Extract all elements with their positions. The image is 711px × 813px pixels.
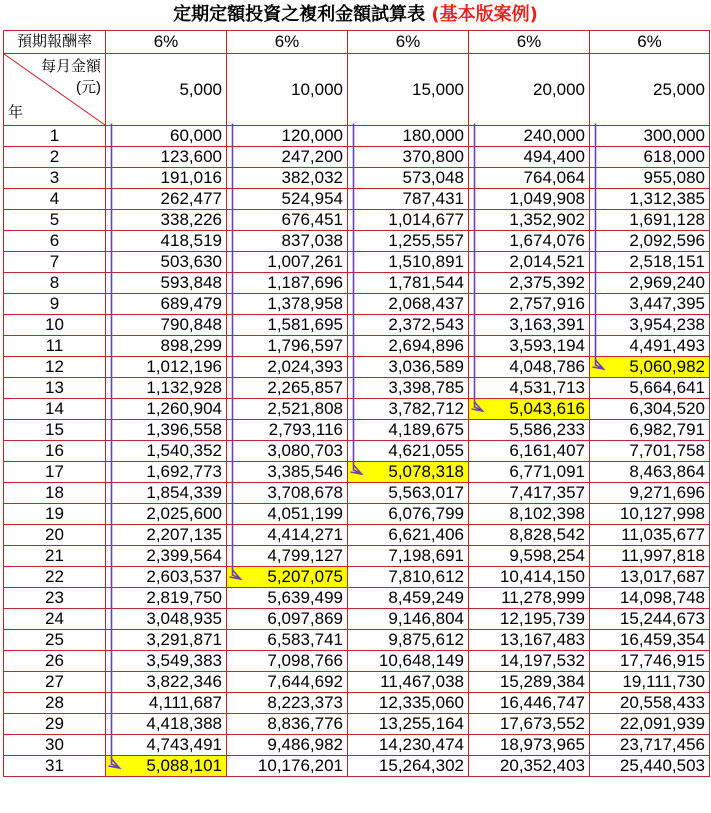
value-cell: 20,558,433: [590, 693, 710, 714]
value-cell: 1,674,076: [469, 231, 590, 252]
table-row: [4, 525, 710, 546]
rate-cell: 6%: [348, 31, 469, 54]
value-cell: 8,828,542: [469, 525, 590, 546]
value-cell: 7,701,758: [590, 441, 710, 462]
year-cell: 8: [4, 273, 106, 294]
value-cell: 19,111,730: [590, 672, 710, 693]
value-cell: 3,385,546: [227, 462, 348, 483]
value-cell: 6,304,520: [590, 399, 710, 420]
value-cell: 247,200: [227, 147, 348, 168]
table-row: [4, 693, 710, 714]
year-cell: 19: [4, 504, 106, 525]
value-cell: 790,848: [106, 315, 227, 336]
table-row: [4, 462, 710, 483]
value-cell: 10,648,149: [348, 651, 469, 672]
value-cell: 8,836,776: [227, 714, 348, 735]
value-cell: 14,098,748: [590, 588, 710, 609]
value-cell: 8,223,373: [227, 693, 348, 714]
value-cell: 1,012,196: [106, 357, 227, 378]
value-cell: 9,598,254: [469, 546, 590, 567]
table-row: [4, 189, 710, 210]
year-cell: 13: [4, 378, 106, 399]
year-cell: 20: [4, 525, 106, 546]
year-cell: 11: [4, 336, 106, 357]
value-cell: 787,431: [348, 189, 469, 210]
value-cell: 1,781,544: [348, 273, 469, 294]
value-cell: 4,189,675: [348, 420, 469, 441]
table-row: [4, 714, 710, 735]
value-cell: 20,352,403: [469, 756, 590, 777]
value-cell: 618,000: [590, 147, 710, 168]
value-cell: 593,848: [106, 273, 227, 294]
value-cell: 7,644,692: [227, 672, 348, 693]
value-cell: 11,035,677: [590, 525, 710, 546]
rate-cell: 6%: [469, 31, 590, 54]
value-cell: 955,080: [590, 168, 710, 189]
value-cell: 17,673,552: [469, 714, 590, 735]
compound-interest-table: [3, 30, 710, 777]
value-cell: 123,600: [106, 147, 227, 168]
value-cell: 12,195,739: [469, 609, 590, 630]
value-cell: 573,048: [348, 168, 469, 189]
year-cell: 26: [4, 651, 106, 672]
value-cell: 13,255,164: [348, 714, 469, 735]
value-cell: 13,167,483: [469, 630, 590, 651]
value-cell: 3,398,785: [348, 378, 469, 399]
value-cell: 6,097,869: [227, 609, 348, 630]
rate-cell: 6%: [106, 31, 227, 54]
year-cell: 10: [4, 315, 106, 336]
table-row: [4, 273, 710, 294]
value-cell: 10,127,998: [590, 504, 710, 525]
monthly-amount-row: [4, 54, 710, 126]
value-cell: 1,132,928: [106, 378, 227, 399]
value-cell: 503,630: [106, 252, 227, 273]
monthly-amount-cell: 25,000: [590, 54, 710, 126]
value-cell: 4,799,127: [227, 546, 348, 567]
year-cell: 17: [4, 462, 106, 483]
value-cell: 3,080,703: [227, 441, 348, 462]
value-cell: 676,451: [227, 210, 348, 231]
year-cell: 22: [4, 567, 106, 588]
title-highlight: (基本版案例): [431, 4, 538, 25]
year-cell: 18: [4, 483, 106, 504]
table-row: [4, 756, 710, 777]
value-cell: 7,198,691: [348, 546, 469, 567]
table-row: [4, 588, 710, 609]
value-cell: 191,016: [106, 168, 227, 189]
monthly-amount-cell: 15,000: [348, 54, 469, 126]
year-cell: 16: [4, 441, 106, 462]
value-cell: 15,264,302: [348, 756, 469, 777]
value-cell: 180,000: [348, 126, 469, 147]
year-cell: 1: [4, 126, 106, 147]
year-label: 年: [8, 104, 24, 121]
value-cell: 240,000: [469, 126, 590, 147]
value-cell: 8,459,249: [348, 588, 469, 609]
rate-label: 預期報酬率: [4, 31, 106, 54]
value-cell: 4,414,271: [227, 525, 348, 546]
value-cell: 1,854,339: [106, 483, 227, 504]
rate-cell: 6%: [590, 31, 710, 54]
year-cell: 2: [4, 147, 106, 168]
value-cell: 14,197,532: [469, 651, 590, 672]
year-cell: 21: [4, 546, 106, 567]
value-cell: 4,743,491: [106, 735, 227, 756]
value-cell: 6,771,091: [469, 462, 590, 483]
value-cell: 494,400: [469, 147, 590, 168]
value-cell: 1,510,891: [348, 252, 469, 273]
value-cell: 2,372,543: [348, 315, 469, 336]
value-cell: 2,603,537: [106, 567, 227, 588]
value-cell: 11,997,818: [590, 546, 710, 567]
highlighted-value-cell: 5,078,318: [348, 462, 469, 483]
highlighted-value-cell: 5,088,101: [106, 756, 227, 777]
year-cell: 14: [4, 399, 106, 420]
year-cell: 24: [4, 609, 106, 630]
table-row: [4, 357, 710, 378]
value-cell: 1,396,558: [106, 420, 227, 441]
table-row: [4, 630, 710, 651]
value-cell: 3,593,194: [469, 336, 590, 357]
value-cell: 2,969,240: [590, 273, 710, 294]
value-cell: 1,312,385: [590, 189, 710, 210]
value-cell: 1,014,677: [348, 210, 469, 231]
value-cell: 1,049,908: [469, 189, 590, 210]
value-cell: 10,176,201: [227, 756, 348, 777]
value-cell: 1,540,352: [106, 441, 227, 462]
value-cell: 2,819,750: [106, 588, 227, 609]
value-cell: 5,664,641: [590, 378, 710, 399]
value-cell: 524,954: [227, 189, 348, 210]
corner-header-cell: [4, 54, 106, 126]
value-cell: 5,639,499: [227, 588, 348, 609]
value-cell: 9,271,696: [590, 483, 710, 504]
value-cell: 8,102,398: [469, 504, 590, 525]
year-cell: 25: [4, 630, 106, 651]
value-cell: 1,352,902: [469, 210, 590, 231]
value-cell: 2,793,116: [227, 420, 348, 441]
table-row: [4, 210, 710, 231]
value-cell: 1,796,597: [227, 336, 348, 357]
value-cell: 4,051,199: [227, 504, 348, 525]
value-cell: 7,098,766: [227, 651, 348, 672]
value-cell: 7,417,357: [469, 483, 590, 504]
value-cell: 3,036,589: [348, 357, 469, 378]
table-row: [4, 315, 710, 336]
value-cell: 22,091,939: [590, 714, 710, 735]
value-cell: 3,549,383: [106, 651, 227, 672]
table-row: [4, 231, 710, 252]
value-cell: 2,068,437: [348, 294, 469, 315]
value-cell: 3,822,346: [106, 672, 227, 693]
table-row: [4, 336, 710, 357]
year-cell: 3: [4, 168, 106, 189]
monthly-amount-cell: 5,000: [106, 54, 227, 126]
value-cell: 2,265,857: [227, 378, 348, 399]
monthly-amount-cell: 10,000: [227, 54, 348, 126]
value-cell: 11,278,999: [469, 588, 590, 609]
value-cell: 1,007,261: [227, 252, 348, 273]
table-title: [0, 0, 711, 30]
value-cell: 1,260,904: [106, 399, 227, 420]
year-cell: 5: [4, 210, 106, 231]
year-cell: 28: [4, 693, 106, 714]
monthly-amount-cell: 20,000: [469, 54, 590, 126]
value-cell: 3,447,395: [590, 294, 710, 315]
value-cell: 3,782,712: [348, 399, 469, 420]
year-cell: 15: [4, 420, 106, 441]
value-cell: 15,289,384: [469, 672, 590, 693]
value-cell: 338,226: [106, 210, 227, 231]
table-row: [4, 252, 710, 273]
value-cell: 13,017,687: [590, 567, 710, 588]
value-cell: 9,875,612: [348, 630, 469, 651]
value-cell: 15,244,673: [590, 609, 710, 630]
highlighted-value-cell: 5,043,616: [469, 399, 590, 420]
value-cell: 4,418,388: [106, 714, 227, 735]
value-cell: 3,708,678: [227, 483, 348, 504]
table-row: [4, 420, 710, 441]
value-cell: 11,467,038: [348, 672, 469, 693]
table-row: [4, 168, 710, 189]
value-cell: 382,032: [227, 168, 348, 189]
value-cell: 23,717,456: [590, 735, 710, 756]
value-cell: 300,000: [590, 126, 710, 147]
year-cell: 23: [4, 588, 106, 609]
monthly-amount-label: [41, 56, 101, 98]
value-cell: 120,000: [227, 126, 348, 147]
value-cell: 262,477: [106, 189, 227, 210]
value-cell: 4,111,687: [106, 693, 227, 714]
value-cell: 6,583,741: [227, 630, 348, 651]
table-row: [4, 504, 710, 525]
value-cell: 6,161,407: [469, 441, 590, 462]
table-row: [4, 609, 710, 630]
year-cell: 27: [4, 672, 106, 693]
table-row: [4, 378, 710, 399]
value-cell: 418,519: [106, 231, 227, 252]
rate-row: [4, 31, 710, 54]
value-cell: 1,378,958: [227, 294, 348, 315]
table-row: [4, 441, 710, 462]
value-cell: 60,000: [106, 126, 227, 147]
value-cell: 3,048,935: [106, 609, 227, 630]
table-row: [4, 567, 710, 588]
value-cell: 2,207,135: [106, 525, 227, 546]
year-cell: 9: [4, 294, 106, 315]
value-cell: 6,076,799: [348, 504, 469, 525]
value-cell: 14,230,474: [348, 735, 469, 756]
value-cell: 4,491,493: [590, 336, 710, 357]
value-cell: 2,014,521: [469, 252, 590, 273]
value-cell: 764,064: [469, 168, 590, 189]
value-cell: 689,479: [106, 294, 227, 315]
table-row: [4, 546, 710, 567]
value-cell: 2,399,564: [106, 546, 227, 567]
value-cell: 2,694,896: [348, 336, 469, 357]
value-cell: 4,621,055: [348, 441, 469, 462]
monthly-label-line1: 每月金額: [40, 58, 101, 75]
year-cell: 29: [4, 714, 106, 735]
highlighted-value-cell: 5,060,982: [590, 357, 710, 378]
table-row: [4, 483, 710, 504]
value-cell: 2,521,808: [227, 399, 348, 420]
value-cell: 1,187,696: [227, 273, 348, 294]
value-cell: 25,440,503: [590, 756, 710, 777]
value-cell: 370,800: [348, 147, 469, 168]
value-cell: 4,531,713: [469, 378, 590, 399]
table-row: [4, 651, 710, 672]
value-cell: 2,375,392: [469, 273, 590, 294]
value-cell: 2,518,151: [590, 252, 710, 273]
value-cell: 1,691,128: [590, 210, 710, 231]
year-cell: 6: [4, 231, 106, 252]
value-cell: 898,299: [106, 336, 227, 357]
value-cell: 17,746,915: [590, 651, 710, 672]
table-row: [4, 294, 710, 315]
rate-cell: 6%: [227, 31, 348, 54]
value-cell: 18,973,965: [469, 735, 590, 756]
value-cell: 5,586,233: [469, 420, 590, 441]
value-cell: 16,459,354: [590, 630, 710, 651]
value-cell: 3,163,391: [469, 315, 590, 336]
year-cell: 7: [4, 252, 106, 273]
value-cell: 2,757,916: [469, 294, 590, 315]
table-row: [4, 735, 710, 756]
year-cell: 30: [4, 735, 106, 756]
value-cell: 12,335,060: [348, 693, 469, 714]
value-cell: 6,621,406: [348, 525, 469, 546]
title-main: 定期定額投資之複利金額試算表: [173, 4, 426, 25]
table-row: [4, 399, 710, 420]
value-cell: 2,025,600: [106, 504, 227, 525]
value-cell: 7,810,612: [348, 567, 469, 588]
value-cell: 16,446,747: [469, 693, 590, 714]
value-cell: 8,463,864: [590, 462, 710, 483]
value-cell: 9,486,982: [227, 735, 348, 756]
value-cell: 1,255,557: [348, 231, 469, 252]
year-cell: 31: [4, 756, 106, 777]
year-cell: 12: [4, 357, 106, 378]
value-cell: 10,414,150: [469, 567, 590, 588]
value-cell: 1,581,695: [227, 315, 348, 336]
value-cell: 9,146,804: [348, 609, 469, 630]
value-cell: 4,048,786: [469, 357, 590, 378]
value-cell: 1,692,773: [106, 462, 227, 483]
table-row: [4, 672, 710, 693]
value-cell: 837,038: [227, 231, 348, 252]
value-cell: 2,024,393: [227, 357, 348, 378]
table-row: [4, 147, 710, 168]
year-cell: 4: [4, 189, 106, 210]
highlighted-value-cell: 5,207,075: [227, 567, 348, 588]
value-cell: 5,563,017: [348, 483, 469, 504]
value-cell: 3,954,238: [590, 315, 710, 336]
value-cell: 2,092,596: [590, 231, 710, 252]
value-cell: 6,982,791: [590, 420, 710, 441]
monthly-label-line2: (元): [76, 79, 101, 96]
table-row: [4, 126, 710, 147]
value-cell: 3,291,871: [106, 630, 227, 651]
